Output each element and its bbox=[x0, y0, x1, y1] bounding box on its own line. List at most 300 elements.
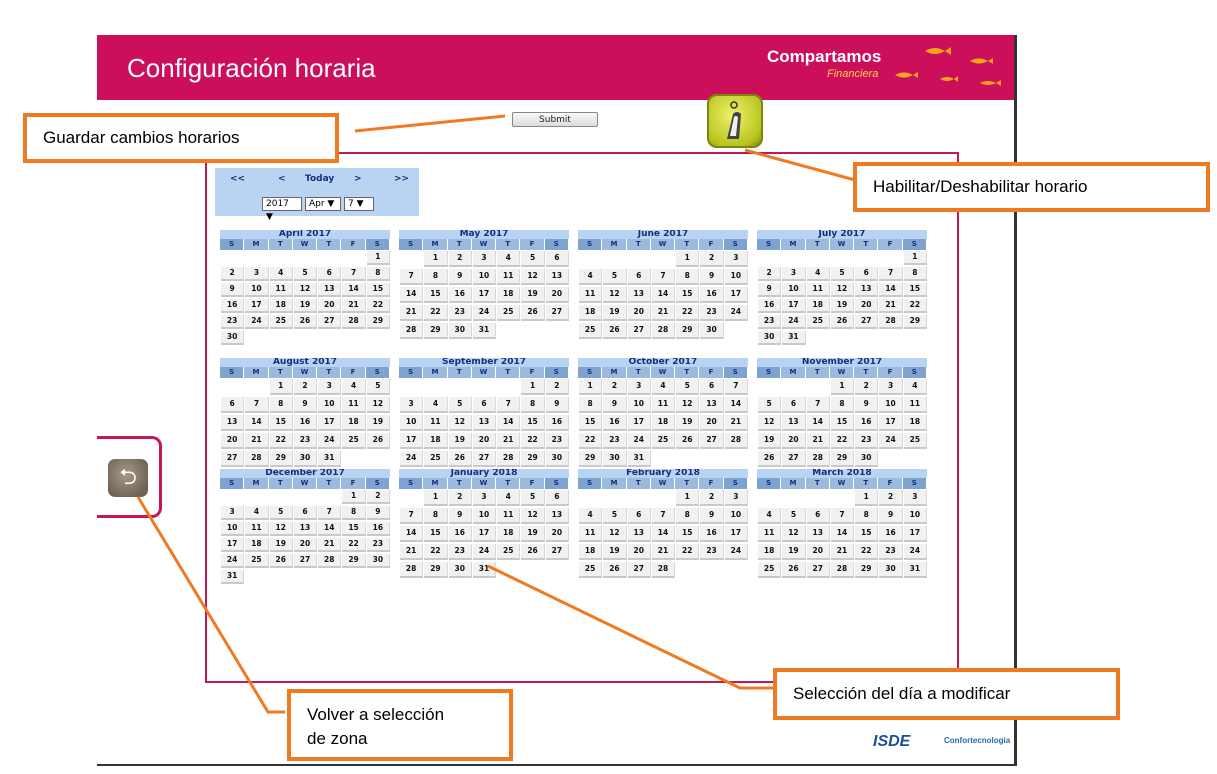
day-cell[interactable]: 31 bbox=[318, 451, 341, 467]
day-cell[interactable]: 25 bbox=[652, 433, 675, 449]
day-cell[interactable]: 5 bbox=[521, 490, 544, 506]
day-cell[interactable]: 30 bbox=[367, 554, 390, 568]
day-cell[interactable]: 4 bbox=[807, 267, 830, 281]
day-cell[interactable]: 3 bbox=[782, 267, 805, 281]
day-cell[interactable]: 24 bbox=[725, 544, 748, 560]
day-cell[interactable]: 26 bbox=[294, 315, 317, 329]
day-cell[interactable]: 25 bbox=[497, 305, 520, 321]
day-cell[interactable]: 4 bbox=[245, 506, 268, 520]
day-cell[interactable]: 1 bbox=[270, 379, 293, 395]
day-cell[interactable]: 6 bbox=[473, 397, 496, 413]
day-cell[interactable]: 13 bbox=[546, 508, 569, 524]
day-cell[interactable]: 28 bbox=[879, 315, 902, 329]
day-cell[interactable]: 20 bbox=[318, 299, 341, 313]
day-cell[interactable]: 9 bbox=[294, 397, 317, 413]
day-cell[interactable]: 19 bbox=[449, 433, 472, 449]
day-cell[interactable]: 12 bbox=[603, 526, 626, 542]
day-cell[interactable]: 1 bbox=[342, 490, 365, 504]
day-cell[interactable]: 15 bbox=[676, 287, 699, 303]
day-cell[interactable]: 24 bbox=[245, 315, 268, 329]
day-cell[interactable]: 6 bbox=[318, 267, 341, 281]
day-cell[interactable]: 31 bbox=[473, 323, 496, 339]
day-cell[interactable]: 18 bbox=[579, 305, 602, 321]
day-cell[interactable]: 18 bbox=[424, 433, 447, 449]
day-cell[interactable]: 15 bbox=[831, 415, 854, 431]
day-cell[interactable]: 21 bbox=[831, 544, 854, 560]
day-cell[interactable]: 30 bbox=[855, 451, 878, 467]
day-cell[interactable]: 5 bbox=[676, 379, 699, 395]
day-cell[interactable]: 18 bbox=[807, 299, 830, 313]
day-cell[interactable]: 21 bbox=[400, 305, 423, 321]
day-cell[interactable]: 18 bbox=[652, 415, 675, 431]
day-cell[interactable]: 27 bbox=[546, 305, 569, 321]
day-cell[interactable]: 7 bbox=[725, 379, 748, 395]
day-cell[interactable]: 18 bbox=[342, 415, 365, 431]
day-cell[interactable]: 3 bbox=[725, 251, 748, 267]
prev-year-link[interactable]: << bbox=[230, 174, 246, 184]
day-cell[interactable]: 19 bbox=[603, 305, 626, 321]
day-cell[interactable]: 6 bbox=[546, 251, 569, 267]
day-cell[interactable]: 25 bbox=[807, 315, 830, 329]
day-cell[interactable]: 1 bbox=[424, 251, 447, 267]
day-cell[interactable]: 17 bbox=[904, 526, 927, 542]
day-cell[interactable]: 30 bbox=[700, 323, 723, 339]
day-cell[interactable]: 24 bbox=[400, 451, 423, 467]
day-cell[interactable]: 7 bbox=[831, 508, 854, 524]
day-cell[interactable]: 12 bbox=[676, 397, 699, 413]
day-cell[interactable]: 25 bbox=[579, 562, 602, 578]
day-cell[interactable]: 28 bbox=[342, 315, 365, 329]
day-cell[interactable]: 23 bbox=[367, 538, 390, 552]
day-cell[interactable]: 10 bbox=[725, 508, 748, 524]
day-cell[interactable]: 7 bbox=[807, 397, 830, 413]
day-cell[interactable]: 12 bbox=[782, 526, 805, 542]
day-cell[interactable]: 24 bbox=[879, 433, 902, 449]
day-cell[interactable]: 5 bbox=[449, 397, 472, 413]
day-cell[interactable]: 10 bbox=[628, 397, 651, 413]
day-cell[interactable]: 31 bbox=[473, 562, 496, 578]
day-cell[interactable]: 1 bbox=[676, 251, 699, 267]
day-cell[interactable]: 7 bbox=[497, 397, 520, 413]
day-cell[interactable]: 21 bbox=[400, 544, 423, 560]
day-cell[interactable]: 7 bbox=[879, 267, 902, 281]
day-cell[interactable]: 22 bbox=[424, 305, 447, 321]
day-cell[interactable]: 8 bbox=[904, 267, 927, 281]
day-cell[interactable]: 6 bbox=[294, 506, 317, 520]
day-cell[interactable]: 17 bbox=[725, 526, 748, 542]
day-cell[interactable]: 16 bbox=[449, 526, 472, 542]
day-cell[interactable]: 18 bbox=[579, 544, 602, 560]
day-cell[interactable]: 25 bbox=[904, 433, 927, 449]
day-cell[interactable]: 26 bbox=[603, 323, 626, 339]
day-cell[interactable]: 8 bbox=[676, 508, 699, 524]
day-cell[interactable]: 3 bbox=[473, 251, 496, 267]
day-cell[interactable]: 10 bbox=[318, 397, 341, 413]
day-cell[interactable]: 3 bbox=[725, 490, 748, 506]
day-cell[interactable]: 12 bbox=[758, 415, 781, 431]
next-year-link[interactable]: >> bbox=[394, 174, 410, 184]
day-cell[interactable]: 9 bbox=[700, 508, 723, 524]
day-cell[interactable]: 14 bbox=[831, 526, 854, 542]
day-cell[interactable]: 11 bbox=[579, 287, 602, 303]
day-cell[interactable]: 5 bbox=[367, 379, 390, 395]
day-cell[interactable]: 18 bbox=[758, 544, 781, 560]
day-cell[interactable]: 15 bbox=[424, 526, 447, 542]
day-cell[interactable]: 25 bbox=[579, 323, 602, 339]
day-cell[interactable]: 16 bbox=[855, 415, 878, 431]
day-cell[interactable]: 11 bbox=[497, 269, 520, 285]
day-cell[interactable]: 18 bbox=[245, 538, 268, 552]
day-cell[interactable]: 28 bbox=[831, 562, 854, 578]
day-cell[interactable]: 17 bbox=[628, 415, 651, 431]
day-cell[interactable]: 6 bbox=[700, 379, 723, 395]
day-cell[interactable]: 2 bbox=[367, 490, 390, 504]
day-cell[interactable]: 20 bbox=[473, 433, 496, 449]
day-cell[interactable]: 16 bbox=[367, 522, 390, 536]
day-cell[interactable]: 17 bbox=[318, 415, 341, 431]
day-cell[interactable]: 20 bbox=[807, 544, 830, 560]
day-cell[interactable]: 4 bbox=[497, 490, 520, 506]
day-cell[interactable]: 14 bbox=[652, 287, 675, 303]
back-button[interactable] bbox=[108, 459, 148, 497]
day-cell[interactable]: 26 bbox=[782, 562, 805, 578]
day-cell[interactable]: 15 bbox=[424, 287, 447, 303]
day-cell[interactable]: 3 bbox=[473, 490, 496, 506]
day-cell[interactable]: 16 bbox=[879, 526, 902, 542]
day-cell[interactable]: 27 bbox=[628, 323, 651, 339]
day-cell[interactable]: 20 bbox=[221, 433, 244, 449]
day-cell[interactable]: 29 bbox=[579, 451, 602, 467]
day-cell[interactable]: 29 bbox=[342, 554, 365, 568]
day-cell[interactable]: 11 bbox=[342, 397, 365, 413]
day-cell[interactable]: 4 bbox=[758, 508, 781, 524]
day-cell[interactable]: 1 bbox=[424, 490, 447, 506]
day-cell[interactable]: 23 bbox=[700, 544, 723, 560]
day-cell[interactable]: 19 bbox=[521, 287, 544, 303]
day-cell[interactable]: 22 bbox=[676, 544, 699, 560]
day-cell[interactable]: 10 bbox=[473, 269, 496, 285]
day-cell[interactable]: 24 bbox=[904, 544, 927, 560]
day-cell[interactable]: 2 bbox=[449, 251, 472, 267]
day-cell[interactable]: 6 bbox=[807, 508, 830, 524]
day-cell[interactable]: 13 bbox=[855, 283, 878, 297]
day-cell[interactable]: 14 bbox=[497, 415, 520, 431]
day-cell[interactable]: 10 bbox=[473, 508, 496, 524]
day-cell[interactable]: 2 bbox=[294, 379, 317, 395]
day-cell[interactable]: 9 bbox=[367, 506, 390, 520]
day-cell[interactable]: 23 bbox=[449, 305, 472, 321]
day-cell[interactable]: 15 bbox=[904, 283, 927, 297]
day-cell[interactable]: 27 bbox=[546, 544, 569, 560]
day-cell[interactable]: 19 bbox=[782, 544, 805, 560]
day-cell[interactable]: 27 bbox=[700, 433, 723, 449]
day-cell[interactable]: 20 bbox=[628, 305, 651, 321]
day-cell[interactable]: 20 bbox=[294, 538, 317, 552]
day-cell[interactable]: 27 bbox=[473, 451, 496, 467]
today-link[interactable]: Today bbox=[305, 174, 335, 184]
day-cell[interactable]: 19 bbox=[521, 526, 544, 542]
day-cell[interactable]: 5 bbox=[521, 251, 544, 267]
day-cell[interactable]: 19 bbox=[294, 299, 317, 313]
day-cell[interactable]: 20 bbox=[700, 415, 723, 431]
day-cell[interactable]: 7 bbox=[652, 508, 675, 524]
day-cell[interactable]: 13 bbox=[546, 269, 569, 285]
day-cell[interactable]: 2 bbox=[546, 379, 569, 395]
day-cell[interactable]: 7 bbox=[318, 506, 341, 520]
day-cell[interactable]: 20 bbox=[546, 526, 569, 542]
day-cell[interactable]: 24 bbox=[221, 554, 244, 568]
day-cell[interactable]: 22 bbox=[579, 433, 602, 449]
day-cell[interactable]: 26 bbox=[521, 305, 544, 321]
day-cell[interactable]: 29 bbox=[270, 451, 293, 467]
day-cell[interactable]: 24 bbox=[782, 315, 805, 329]
day-cell[interactable]: 17 bbox=[725, 287, 748, 303]
day-cell[interactable]: 21 bbox=[879, 299, 902, 313]
day-cell[interactable]: 23 bbox=[546, 433, 569, 449]
day-cell[interactable]: 21 bbox=[725, 415, 748, 431]
day-cell[interactable]: 11 bbox=[579, 526, 602, 542]
day-cell[interactable]: 3 bbox=[318, 379, 341, 395]
day-cell[interactable]: 28 bbox=[318, 554, 341, 568]
day-cell[interactable]: 9 bbox=[758, 283, 781, 297]
day-cell[interactable]: 15 bbox=[270, 415, 293, 431]
day-cell[interactable]: 12 bbox=[270, 522, 293, 536]
day-cell[interactable]: 13 bbox=[221, 415, 244, 431]
day-cell[interactable]: 7 bbox=[245, 397, 268, 413]
day-cell[interactable]: 5 bbox=[603, 269, 626, 285]
day-cell[interactable]: 21 bbox=[342, 299, 365, 313]
day-cell[interactable]: 18 bbox=[497, 287, 520, 303]
day-cell[interactable]: 24 bbox=[473, 544, 496, 560]
day-cell[interactable]: 27 bbox=[782, 451, 805, 467]
day-cell[interactable]: 16 bbox=[294, 415, 317, 431]
day-cell[interactable]: 14 bbox=[807, 415, 830, 431]
day-cell[interactable]: 11 bbox=[652, 397, 675, 413]
day-cell[interactable]: 10 bbox=[245, 283, 268, 297]
day-cell[interactable]: 1 bbox=[831, 379, 854, 395]
day-cell[interactable]: 10 bbox=[904, 508, 927, 524]
day-cell[interactable]: 2 bbox=[700, 251, 723, 267]
day-cell[interactable]: 5 bbox=[782, 508, 805, 524]
day-cell[interactable]: 14 bbox=[879, 283, 902, 297]
day-cell[interactable]: 17 bbox=[879, 415, 902, 431]
day-cell[interactable]: 23 bbox=[449, 544, 472, 560]
day-cell[interactable]: 20 bbox=[855, 299, 878, 313]
day-cell[interactable]: 1 bbox=[904, 251, 927, 265]
day-cell[interactable]: 29 bbox=[676, 323, 699, 339]
day-cell[interactable]: 18 bbox=[270, 299, 293, 313]
day-cell[interactable]: 22 bbox=[855, 544, 878, 560]
day-cell[interactable]: 2 bbox=[603, 379, 626, 395]
day-cell[interactable]: 1 bbox=[676, 490, 699, 506]
day-cell[interactable]: 13 bbox=[700, 397, 723, 413]
day-cell[interactable]: 28 bbox=[497, 451, 520, 467]
day-cell[interactable]: 25 bbox=[424, 451, 447, 467]
day-cell[interactable]: 11 bbox=[424, 415, 447, 431]
day-cell[interactable]: 13 bbox=[807, 526, 830, 542]
day-cell[interactable]: 26 bbox=[603, 562, 626, 578]
day-cell[interactable]: 19 bbox=[367, 415, 390, 431]
day-cell[interactable]: 12 bbox=[367, 397, 390, 413]
day-cell[interactable]: 23 bbox=[221, 315, 244, 329]
day-cell[interactable]: 1 bbox=[521, 379, 544, 395]
day-cell[interactable]: 1 bbox=[579, 379, 602, 395]
day-cell[interactable]: 20 bbox=[628, 544, 651, 560]
day-cell[interactable]: 10 bbox=[725, 269, 748, 285]
day-cell[interactable]: 8 bbox=[270, 397, 293, 413]
month-select[interactable]: Apr ▼ bbox=[305, 197, 341, 211]
day-cell[interactable]: 27 bbox=[855, 315, 878, 329]
day-cell[interactable]: 23 bbox=[294, 433, 317, 449]
day-cell[interactable]: 4 bbox=[579, 508, 602, 524]
day-cell[interactable]: 23 bbox=[700, 305, 723, 321]
day-cell[interactable]: 20 bbox=[782, 433, 805, 449]
day-cell[interactable]: 5 bbox=[294, 267, 317, 281]
next-month-link[interactable]: > bbox=[354, 174, 362, 184]
day-cell[interactable]: 6 bbox=[221, 397, 244, 413]
day-cell[interactable]: 11 bbox=[758, 526, 781, 542]
day-cell[interactable]: 19 bbox=[676, 415, 699, 431]
day-cell[interactable]: 8 bbox=[831, 397, 854, 413]
day-select[interactable]: 7 ▼ bbox=[344, 197, 374, 211]
day-cell[interactable]: 30 bbox=[546, 451, 569, 467]
day-cell[interactable]: 24 bbox=[628, 433, 651, 449]
toggle-schedule-button[interactable] bbox=[707, 94, 763, 148]
day-cell[interactable]: 31 bbox=[628, 451, 651, 467]
day-cell[interactable]: 14 bbox=[400, 526, 423, 542]
day-cell[interactable]: 21 bbox=[245, 433, 268, 449]
day-cell[interactable]: 6 bbox=[782, 397, 805, 413]
day-cell[interactable]: 2 bbox=[855, 379, 878, 395]
day-cell[interactable]: 15 bbox=[521, 415, 544, 431]
day-cell[interactable]: 2 bbox=[700, 490, 723, 506]
day-cell[interactable]: 11 bbox=[497, 508, 520, 524]
day-cell[interactable]: 28 bbox=[652, 323, 675, 339]
day-cell[interactable]: 27 bbox=[221, 451, 244, 467]
day-cell[interactable]: 3 bbox=[879, 379, 902, 395]
day-cell[interactable]: 11 bbox=[904, 397, 927, 413]
day-cell[interactable]: 30 bbox=[221, 331, 244, 345]
day-cell[interactable]: 23 bbox=[879, 544, 902, 560]
day-cell[interactable]: 14 bbox=[245, 415, 268, 431]
day-cell[interactable]: 11 bbox=[270, 283, 293, 297]
day-cell[interactable]: 9 bbox=[879, 508, 902, 524]
day-cell[interactable]: 4 bbox=[497, 251, 520, 267]
day-cell[interactable]: 12 bbox=[521, 269, 544, 285]
day-cell[interactable]: 29 bbox=[424, 562, 447, 578]
day-cell[interactable]: 25 bbox=[270, 315, 293, 329]
day-cell[interactable]: 14 bbox=[318, 522, 341, 536]
day-cell[interactable]: 8 bbox=[579, 397, 602, 413]
day-cell[interactable]: 16 bbox=[758, 299, 781, 313]
day-cell[interactable]: 29 bbox=[521, 451, 544, 467]
day-cell[interactable]: 5 bbox=[603, 508, 626, 524]
day-cell[interactable]: 9 bbox=[603, 397, 626, 413]
day-cell[interactable]: 7 bbox=[400, 508, 423, 524]
day-cell[interactable]: 3 bbox=[400, 397, 423, 413]
day-cell[interactable]: 19 bbox=[758, 433, 781, 449]
day-cell[interactable]: 26 bbox=[758, 451, 781, 467]
day-cell[interactable]: 24 bbox=[473, 305, 496, 321]
day-cell[interactable]: 8 bbox=[367, 267, 390, 281]
day-cell[interactable]: 10 bbox=[782, 283, 805, 297]
day-cell[interactable]: 28 bbox=[400, 323, 423, 339]
day-cell[interactable]: 17 bbox=[400, 433, 423, 449]
day-cell[interactable]: 16 bbox=[221, 299, 244, 313]
day-cell[interactable]: 11 bbox=[807, 283, 830, 297]
day-cell[interactable]: 6 bbox=[628, 269, 651, 285]
day-cell[interactable]: 4 bbox=[579, 269, 602, 285]
day-cell[interactable]: 21 bbox=[318, 538, 341, 552]
day-cell[interactable]: 17 bbox=[473, 526, 496, 542]
day-cell[interactable]: 6 bbox=[855, 267, 878, 281]
day-cell[interactable]: 15 bbox=[579, 415, 602, 431]
day-cell[interactable]: 21 bbox=[652, 544, 675, 560]
day-cell[interactable]: 19 bbox=[270, 538, 293, 552]
day-cell[interactable]: 4 bbox=[424, 397, 447, 413]
day-cell[interactable]: 30 bbox=[449, 323, 472, 339]
day-cell[interactable]: 22 bbox=[521, 433, 544, 449]
day-cell[interactable]: 21 bbox=[652, 305, 675, 321]
day-cell[interactable]: 17 bbox=[221, 538, 244, 552]
day-cell[interactable]: 7 bbox=[342, 267, 365, 281]
prev-month-link[interactable]: < bbox=[278, 174, 286, 184]
day-cell[interactable]: 13 bbox=[628, 287, 651, 303]
day-cell[interactable]: 29 bbox=[367, 315, 390, 329]
day-cell[interactable]: 24 bbox=[725, 305, 748, 321]
day-cell[interactable]: 12 bbox=[603, 287, 626, 303]
day-cell[interactable]: 26 bbox=[676, 433, 699, 449]
day-cell[interactable]: 9 bbox=[855, 397, 878, 413]
day-cell[interactable]: 18 bbox=[497, 526, 520, 542]
day-cell[interactable]: 12 bbox=[831, 283, 854, 297]
day-cell[interactable]: 29 bbox=[424, 323, 447, 339]
day-cell[interactable]: 21 bbox=[807, 433, 830, 449]
day-cell[interactable]: 22 bbox=[342, 538, 365, 552]
day-cell[interactable]: 22 bbox=[424, 544, 447, 560]
day-cell[interactable]: 3 bbox=[221, 506, 244, 520]
day-cell[interactable]: 29 bbox=[855, 562, 878, 578]
day-cell[interactable]: 16 bbox=[449, 287, 472, 303]
day-cell[interactable]: 28 bbox=[807, 451, 830, 467]
day-cell[interactable]: 13 bbox=[294, 522, 317, 536]
day-cell[interactable]: 8 bbox=[676, 269, 699, 285]
day-cell[interactable]: 14 bbox=[652, 526, 675, 542]
day-cell[interactable]: 24 bbox=[318, 433, 341, 449]
day-cell[interactable]: 23 bbox=[758, 315, 781, 329]
day-cell[interactable]: 12 bbox=[449, 415, 472, 431]
day-cell[interactable]: 28 bbox=[245, 451, 268, 467]
day-cell[interactable]: 28 bbox=[652, 562, 675, 578]
day-cell[interactable]: 27 bbox=[318, 315, 341, 329]
day-cell[interactable]: 27 bbox=[628, 562, 651, 578]
day-cell[interactable]: 8 bbox=[855, 508, 878, 524]
day-cell[interactable]: 3 bbox=[628, 379, 651, 395]
day-cell[interactable]: 16 bbox=[603, 415, 626, 431]
day-cell[interactable]: 3 bbox=[245, 267, 268, 281]
day-cell[interactable]: 8 bbox=[342, 506, 365, 520]
day-cell[interactable]: 26 bbox=[449, 451, 472, 467]
day-cell[interactable]: 25 bbox=[497, 544, 520, 560]
day-cell[interactable]: 26 bbox=[521, 544, 544, 560]
day-cell[interactable]: 4 bbox=[652, 379, 675, 395]
day-cell[interactable]: 8 bbox=[424, 508, 447, 524]
day-cell[interactable]: 8 bbox=[521, 397, 544, 413]
day-cell[interactable]: 10 bbox=[221, 522, 244, 536]
day-cell[interactable]: 31 bbox=[904, 562, 927, 578]
day-cell[interactable]: 17 bbox=[782, 299, 805, 313]
day-cell[interactable]: 15 bbox=[342, 522, 365, 536]
